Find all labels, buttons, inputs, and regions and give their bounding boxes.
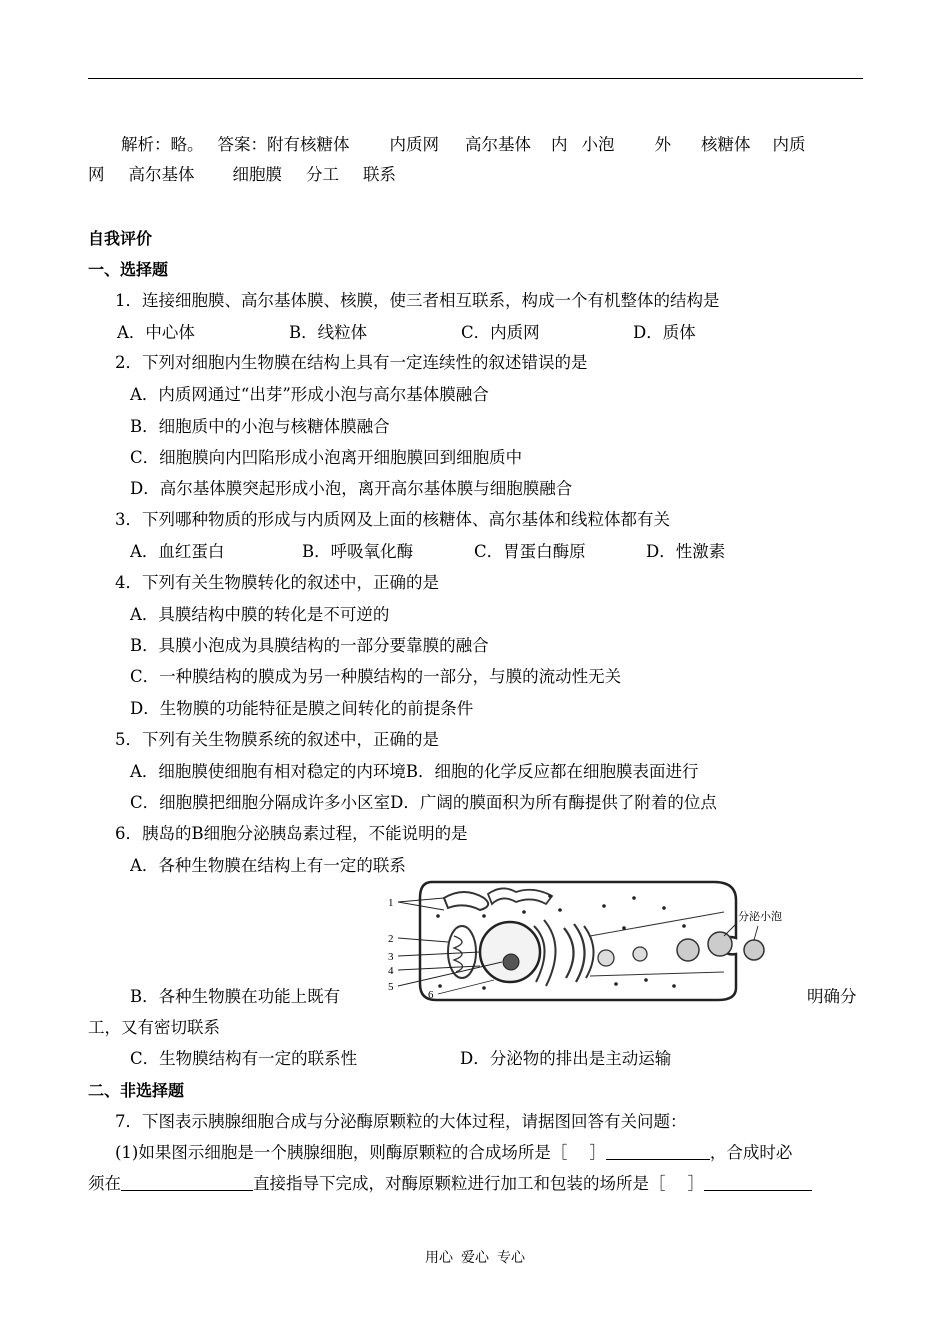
q6-option-a: A．各种生物膜在结构上有一定的联系: [130, 856, 406, 875]
q1-stem: 1．连接细胞膜、高尔基体膜、核膜，使三者相互联系，构成一个有机整体的结构是: [115, 291, 720, 310]
diagram-number-4: 4: [388, 965, 394, 977]
q1-option-d: D．质体: [633, 323, 696, 342]
diagram-number-5: 5: [388, 981, 394, 993]
answer-label: 答案：: [217, 135, 267, 154]
q2-option-c: C．细胞膜向内凹陷形成小泡离开细胞膜回到细胞质中: [130, 448, 523, 467]
footer-text: 专心: [497, 1250, 525, 1266]
answer-item: 网: [88, 165, 105, 184]
secretory-vesicle: [633, 947, 647, 961]
answer-item: 小泡: [581, 135, 615, 154]
answer-item: 外: [654, 135, 671, 154]
q6-option-b-cont: 工，又有密切联系: [88, 1018, 220, 1037]
q4-option-d: D．生物膜的功能特征是膜之间转化的前提条件: [130, 699, 474, 718]
q3-option-a: A．血红蛋白: [130, 542, 225, 561]
page-footer: [0, 1247, 950, 1267]
q2-option-a: A．内质网通过“出芽”形成小泡与高尔基体膜融合: [130, 385, 489, 404]
self-eval-title: 自我评价: [88, 229, 153, 248]
q6-option-d: D．分泌物的排出是主动运输: [460, 1049, 672, 1068]
q7-part1-text: ，合成时必: [709, 1143, 793, 1162]
answer-item: 联系: [363, 165, 396, 184]
answer-item: 高尔基体: [128, 165, 195, 184]
q7-stem: 7．下图表示胰腺细胞合成与分泌酶原颗粒的大体过程，请据图回答有关问题：: [115, 1112, 687, 1131]
answer-item: 附有核糖体: [267, 135, 350, 154]
analysis-line-1: [121, 134, 806, 156]
q4-option-b: B．具膜小泡成为具膜结构的一部分要靠膜的融合: [130, 636, 489, 655]
secretory-vesicle: [708, 932, 732, 956]
golgi-stack: [564, 928, 574, 978]
q6-option-b-start: B．各种生物膜在功能上既有: [130, 987, 341, 1006]
analysis-label: 解析：略。: [121, 135, 204, 154]
q5-option-cd: C．细胞膜把细胞分隔成许多小区室D．广阔的膜面积为所有酶提供了附着的位点: [130, 793, 717, 812]
q2-option-d: D．高尔基体膜突起形成小泡，离开高尔基体膜与细胞膜融合: [130, 479, 573, 498]
section2-title: 二、非选择题: [88, 1081, 185, 1100]
er-structure: [488, 888, 552, 904]
q2-stem: 2．下列对细胞内生物膜在结构上具有一定连续性的叙述错误的是: [115, 353, 588, 372]
answer-item: 内质网: [389, 135, 439, 154]
nucleolus: [503, 954, 519, 970]
footer-text: 爱心: [461, 1250, 489, 1266]
nucleus: [480, 922, 540, 982]
q7-part1-text: ］: [687, 1174, 704, 1193]
footer-text: 用心: [425, 1250, 453, 1266]
answer-item: 内质: [772, 135, 806, 154]
q4-option-a: A．具膜结构中膜的转化是不可逆的: [130, 605, 390, 624]
ribosome-dots: [436, 894, 686, 990]
q7-part1-text: (1)如果图示细胞是一个胰腺细胞，则酶原颗粒的合成场所是［: [115, 1143, 568, 1162]
q7-part1-line1: [115, 1142, 792, 1164]
q5-option-ab: A．细胞膜使细胞有相对稳定的内环境B．细胞的化学反应都在细胞膜表面进行: [130, 762, 699, 781]
diagram-vesicle-label: 分泌小泡: [738, 911, 782, 923]
q4-option-c: C．一种膜结构的膜成为另一种膜结构的一部分，与膜的流动性无关: [130, 667, 622, 686]
answer-item: 分工: [306, 165, 339, 184]
q7-part1-text: 须在: [88, 1174, 121, 1193]
diagram-number-3: 3: [388, 951, 394, 963]
q1-option-c: C．内质网: [461, 323, 540, 342]
answer-blank[interactable]: [606, 1143, 710, 1160]
cell-secretion-diagram: [384, 876, 804, 1006]
q1-option-b: B．线粒体: [289, 323, 368, 342]
diagram-number-6: 6: [428, 989, 434, 1001]
section1-title: 一、选择题: [88, 260, 169, 279]
secretory-vesicle: [677, 939, 699, 961]
secretory-vesicle: [598, 950, 614, 966]
q7-part1-text: 直接指导下完成，对酶原颗粒进行加工和包装的场所是［: [253, 1174, 666, 1193]
answer-item: 内: [551, 135, 568, 154]
golgi-structure: [444, 892, 488, 910]
q7-part1-line2: [88, 1173, 812, 1195]
q7-part1-text: ］: [589, 1143, 606, 1162]
q5-stem: 5．下列有关生物膜系统的叙述中，正确的是: [115, 730, 439, 749]
q3-option-d: D．性激素: [646, 542, 726, 561]
q2-option-b: B．细胞质中的小泡与核糖体膜融合: [130, 417, 390, 436]
q6-option-c: C．生物膜结构有一定的联系性: [130, 1049, 358, 1068]
answer-blank[interactable]: [704, 1174, 812, 1191]
q3-stem: 3．下列哪种物质的形成与内质网及上面的核糖体、高尔基体和线粒体都有关: [115, 510, 670, 529]
answer-item: 核糖体: [701, 135, 751, 154]
analysis-line-2: [88, 164, 396, 186]
q3-option-c: C．胃蛋白酶原: [474, 542, 586, 561]
header-rule: [88, 78, 863, 79]
secretory-vesicle: [744, 940, 764, 960]
diagram-number-1: 1: [388, 897, 394, 909]
answer-blank[interactable]: [121, 1174, 253, 1191]
diagram-number-2: 2: [388, 933, 394, 945]
q1-option-a: A．中心体: [117, 323, 195, 342]
q3-options: [130, 541, 725, 563]
answer-item: 细胞膜: [232, 165, 282, 184]
q1-options: [117, 322, 696, 344]
q6-stem: 6．胰岛的B细胞分泌胰岛素过程，不能说明的是: [115, 824, 468, 843]
q3-option-b: B．呼吸氧化酶: [302, 542, 414, 561]
q6-option-b-end: 明确分: [807, 987, 857, 1006]
q4-stem: 4．下列有关生物膜转化的叙述中，正确的是: [115, 573, 439, 592]
answer-item: 高尔基体: [465, 135, 531, 154]
